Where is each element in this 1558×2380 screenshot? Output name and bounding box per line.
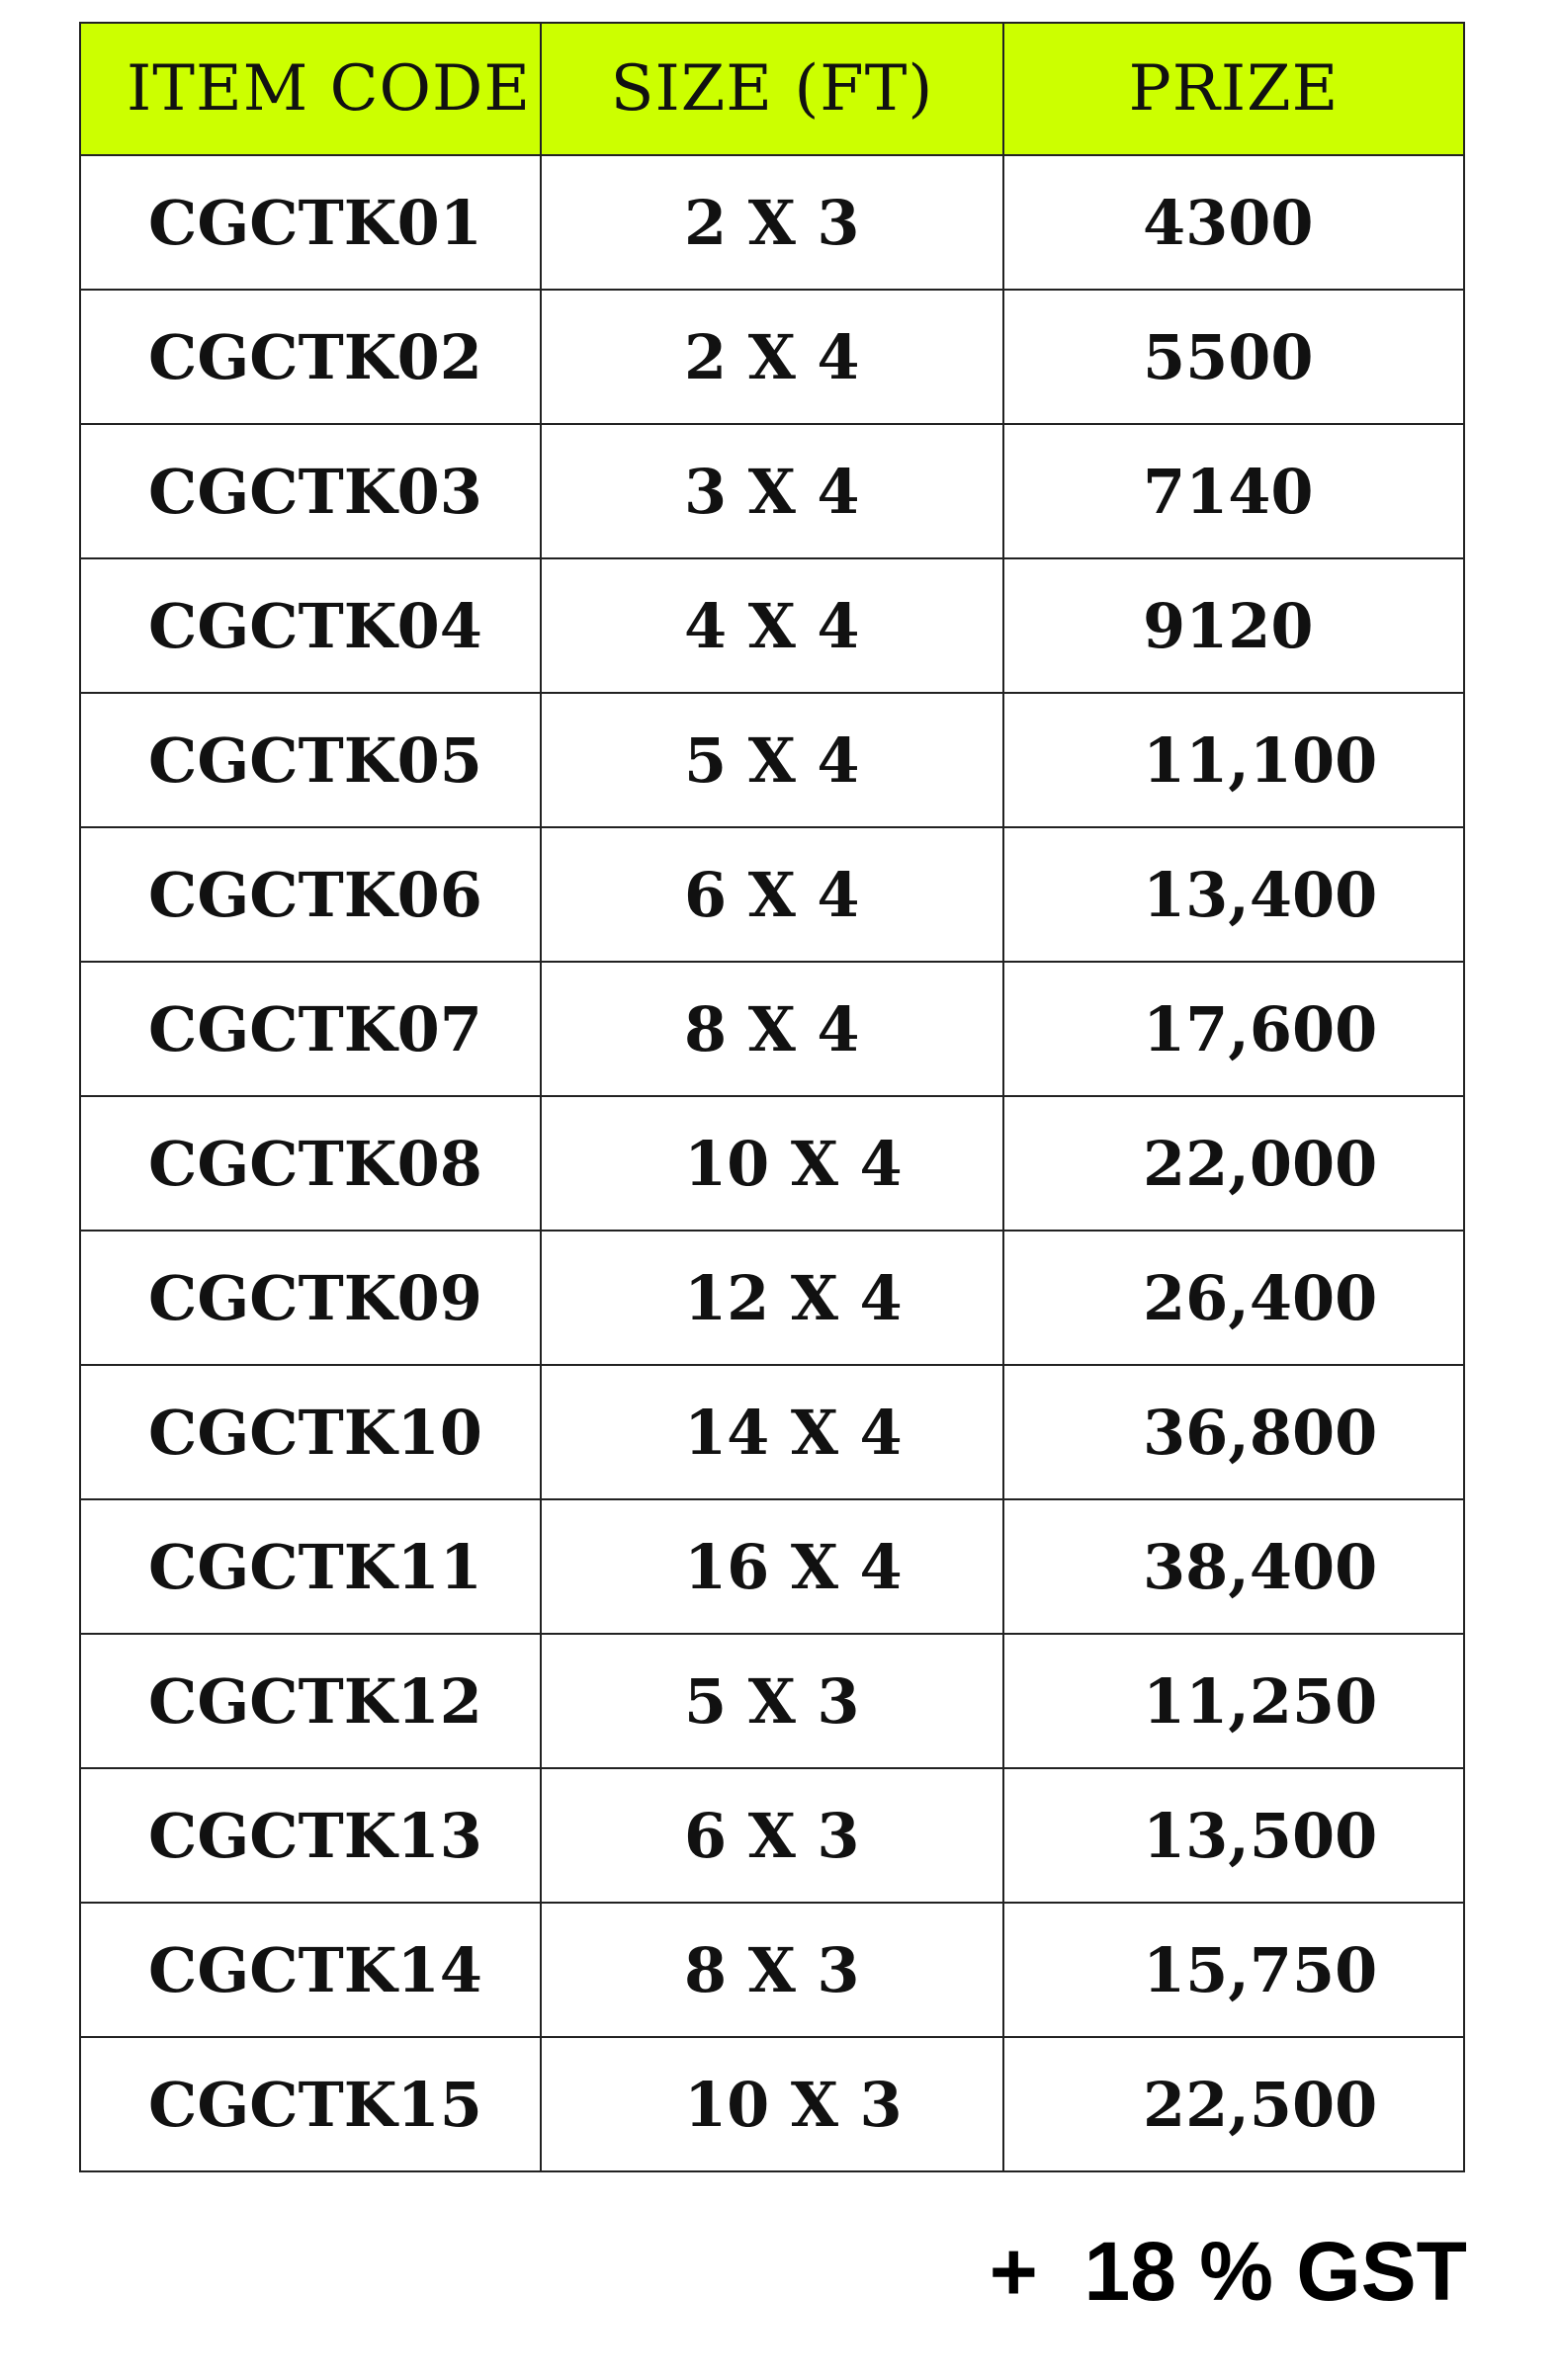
price-cell: 5500 (1003, 290, 1464, 424)
price-cell: 11,100 (1003, 693, 1464, 827)
size-cell: 5 X 3 (541, 1634, 1003, 1768)
item-code-cell: CGCTK12 (80, 1634, 541, 1768)
item-code-cell: CGCTK02 (80, 290, 541, 424)
item-code-cell: CGCTK01 (80, 155, 541, 290)
item-code-cell: CGCTK09 (80, 1231, 541, 1365)
item-code-cell: CGCTK07 (80, 962, 541, 1096)
size-cell: 6 X 4 (541, 827, 1003, 962)
size-cell: 14 X 4 (541, 1365, 1003, 1499)
table-body (80, 155, 1464, 2171)
table-row (80, 1096, 1464, 1231)
table-row (80, 2037, 1464, 2171)
price-cell: 36,800 (1003, 1365, 1464, 1499)
price-cell: 7140 (1003, 424, 1464, 558)
table-row (80, 1231, 1464, 1365)
size-cell: 3 X 4 (541, 424, 1003, 558)
table-row (80, 1634, 1464, 1768)
item-code-cell: CGCTK08 (80, 1096, 541, 1231)
item-code-cell: CGCTK14 (80, 1903, 541, 2037)
size-cell: 10 X 3 (541, 2037, 1003, 2171)
table-row (80, 1768, 1464, 1903)
size-cell: 4 X 4 (541, 558, 1003, 693)
price-cell: 15,750 (1003, 1903, 1464, 2037)
gst-note: + 18 % GST (989, 2225, 1467, 2318)
header-item-code: ITEM CODE (80, 23, 541, 155)
price-cell: 22,500 (1003, 2037, 1464, 2171)
table-row (80, 558, 1464, 693)
table-row (80, 962, 1464, 1096)
price-cell: 11,250 (1003, 1634, 1464, 1768)
size-cell: 2 X 3 (541, 155, 1003, 290)
price-cell: 13,500 (1003, 1768, 1464, 1903)
item-code-cell: CGCTK04 (80, 558, 541, 693)
price-cell: 17,600 (1003, 962, 1464, 1096)
header-size: SIZE (FT) (541, 23, 1003, 155)
size-cell: 10 X 4 (541, 1096, 1003, 1231)
size-cell: 2 X 4 (541, 290, 1003, 424)
price-cell: 22,000 (1003, 1096, 1464, 1231)
table-row (80, 290, 1464, 424)
table-header (80, 23, 1464, 155)
size-cell: 16 X 4 (541, 1499, 1003, 1634)
header-price: PRIZE (1003, 23, 1464, 155)
size-cell: 8 X 4 (541, 962, 1003, 1096)
size-cell: 8 X 3 (541, 1903, 1003, 2037)
table-row (80, 1903, 1464, 2037)
table-row (80, 155, 1464, 290)
size-cell: 6 X 3 (541, 1768, 1003, 1903)
item-code-cell: CGCTK03 (80, 424, 541, 558)
item-code-cell: CGCTK11 (80, 1499, 541, 1634)
table-row (80, 1499, 1464, 1634)
price-table (79, 22, 1465, 2172)
item-code-cell: CGCTK10 (80, 1365, 541, 1499)
table-row (80, 827, 1464, 962)
price-cell: 9120 (1003, 558, 1464, 693)
item-code-cell: CGCTK05 (80, 693, 541, 827)
item-code-cell: CGCTK13 (80, 1768, 541, 1903)
size-cell: 5 X 4 (541, 693, 1003, 827)
table-row (80, 1365, 1464, 1499)
price-cell: 26,400 (1003, 1231, 1464, 1365)
price-cell: 38,400 (1003, 1499, 1464, 1634)
table-row (80, 424, 1464, 558)
price-cell: 13,400 (1003, 827, 1464, 962)
header-row (80, 23, 1464, 155)
size-cell: 12 X 4 (541, 1231, 1003, 1365)
item-code-cell: CGCTK06 (80, 827, 541, 962)
item-code-cell: CGCTK15 (80, 2037, 541, 2171)
price-cell: 4300 (1003, 155, 1464, 290)
table-row (80, 693, 1464, 827)
